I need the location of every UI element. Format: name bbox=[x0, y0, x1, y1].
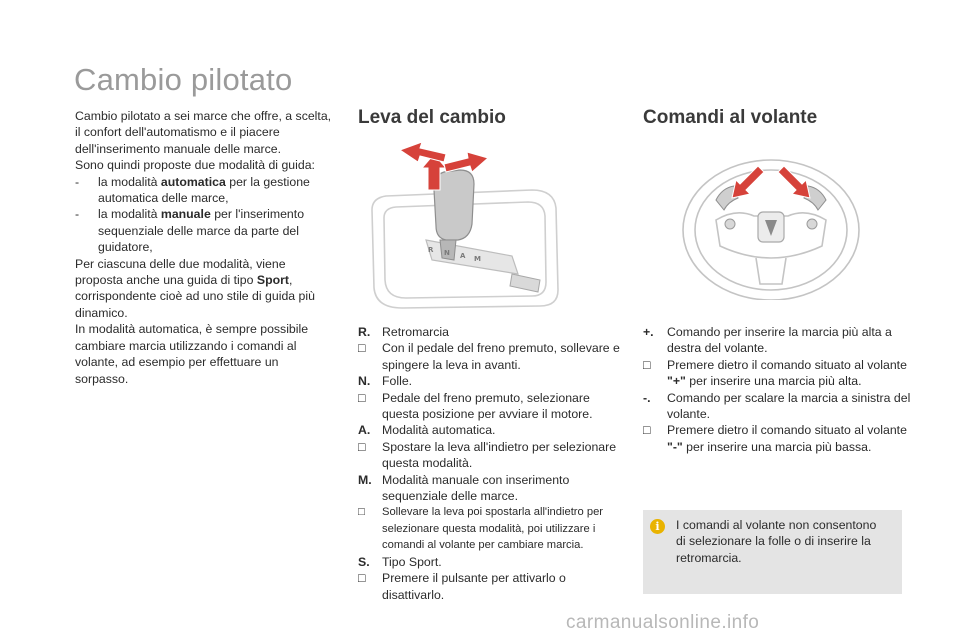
list-item: □ Con il pedale del freno premuto, sollevare e spingere la leva in avanti. bbox=[358, 341, 620, 372]
wheel-heading: Comandi al volante bbox=[643, 107, 818, 128]
list-item: □ Spostare la leva all'indietro per selezionare questa modalità. bbox=[358, 439, 617, 471]
position-code: M. bbox=[358, 472, 372, 487]
gate-letter: N bbox=[444, 249, 450, 257]
list-item: □ Pedale del freno premuto, selezionare questa posizione per avviare il motore. bbox=[358, 390, 593, 422]
step-icon: □ bbox=[358, 439, 366, 454]
step-icon: □ bbox=[358, 506, 365, 519]
position-code: S. bbox=[358, 554, 370, 569]
command-code: +. bbox=[643, 325, 654, 339]
list-item: +. Comando per inserire la marcia più alta a destra del volante. bbox=[643, 325, 892, 356]
list-dash: - bbox=[75, 174, 80, 189]
position-code: A. bbox=[358, 423, 371, 438]
lever-positions bbox=[358, 324, 620, 603]
gate-letter: A bbox=[460, 252, 466, 260]
list-dash: - bbox=[75, 207, 80, 222]
red-arrow-icon bbox=[444, 152, 488, 172]
intro-text bbox=[75, 108, 335, 387]
step-icon: □ bbox=[358, 390, 366, 405]
list-item: R. Retromarcia bbox=[358, 325, 449, 339]
wheel-commands bbox=[643, 324, 911, 455]
list-item: □ Premere dietro il comando situato al volante "+" per inserire una marcia più alta. bbox=[643, 357, 907, 389]
step-icon: □ bbox=[643, 357, 651, 372]
watermark: carmanualsonline.info bbox=[566, 612, 760, 633]
list-item: -. Comando per scalare la marcia a sinistra del volante. bbox=[643, 390, 911, 422]
red-arrow-icon bbox=[778, 166, 810, 198]
info-note bbox=[643, 510, 902, 594]
gear-lever-illustration bbox=[362, 140, 562, 310]
position-code: N. bbox=[358, 374, 371, 389]
list-item: M. Modalità manuale con inserimento sequenziale delle marce. bbox=[358, 472, 570, 504]
info-icon: i bbox=[650, 519, 665, 534]
step-icon: □ bbox=[358, 341, 366, 356]
command-code: -. bbox=[643, 390, 651, 405]
step-icon: □ bbox=[643, 423, 651, 438]
mode-sport: Sport bbox=[256, 273, 289, 288]
red-arrow-icon bbox=[732, 166, 764, 198]
position-code: R. bbox=[358, 325, 371, 339]
list-item: □ Premere il pulsante per attivarlo o disattivarlo. bbox=[358, 571, 566, 602]
intro-paragraph: Sono quindi proposte due modalità di guida: bbox=[75, 158, 315, 173]
list-item: S. Tipo Sport. bbox=[358, 554, 442, 569]
list-item: A. Modalità automatica. bbox=[358, 423, 496, 438]
steering-wheel-illustration bbox=[676, 150, 866, 300]
driving-modes-list bbox=[75, 174, 335, 256]
list-item: - la modalità automatica per la gestione automatica delle marce, bbox=[75, 174, 310, 206]
intro-paragraph: In modalità automatica, è sempre possibile cambiare marcia utilizzando i comandi al volante, ad esempio per effettuare un sorpasso. bbox=[75, 322, 309, 386]
page-title: Cambio pilotato bbox=[74, 62, 293, 97]
note-text: I comandi al volante non consentono di selezionare la folle o di inserire la retromarcia. bbox=[676, 518, 877, 565]
red-arrow-icon bbox=[400, 142, 446, 162]
list-item: □ Sollevare la leva poi spostarla all'indietro per selezionare questa modalità, poi utilizzare i comandi al volante per cambiare marcia. bbox=[358, 506, 604, 552]
gate-letter: M bbox=[474, 255, 481, 263]
gate-letter: R bbox=[428, 246, 434, 254]
intro-paragraph: Cambio pilotato a sei marce che offre, a scelta, il confort dell'automatismo e il piacere dell'inserimento manuale delle marce. bbox=[75, 109, 332, 156]
mode-automatic: automatica bbox=[160, 174, 226, 189]
list-item: N. Folle. bbox=[358, 374, 413, 389]
list-item: - la modalità manuale per l'inserimento sequenziale delle marce da parte del guidatore, bbox=[75, 207, 305, 255]
mode-manual: manuale bbox=[160, 207, 211, 222]
list-item: □ Premere dietro il comando situato al volante "-" per inserire una marcia più bassa. bbox=[643, 423, 907, 454]
step-icon: □ bbox=[358, 571, 366, 586]
lever-heading: Leva del cambio bbox=[358, 107, 506, 128]
intro-paragraph: Per ciascuna delle due modalità, viene proposta anche una guida di tipo Sport, corrispondente cioè ad uno stile di guida più dinamico. bbox=[75, 256, 315, 320]
